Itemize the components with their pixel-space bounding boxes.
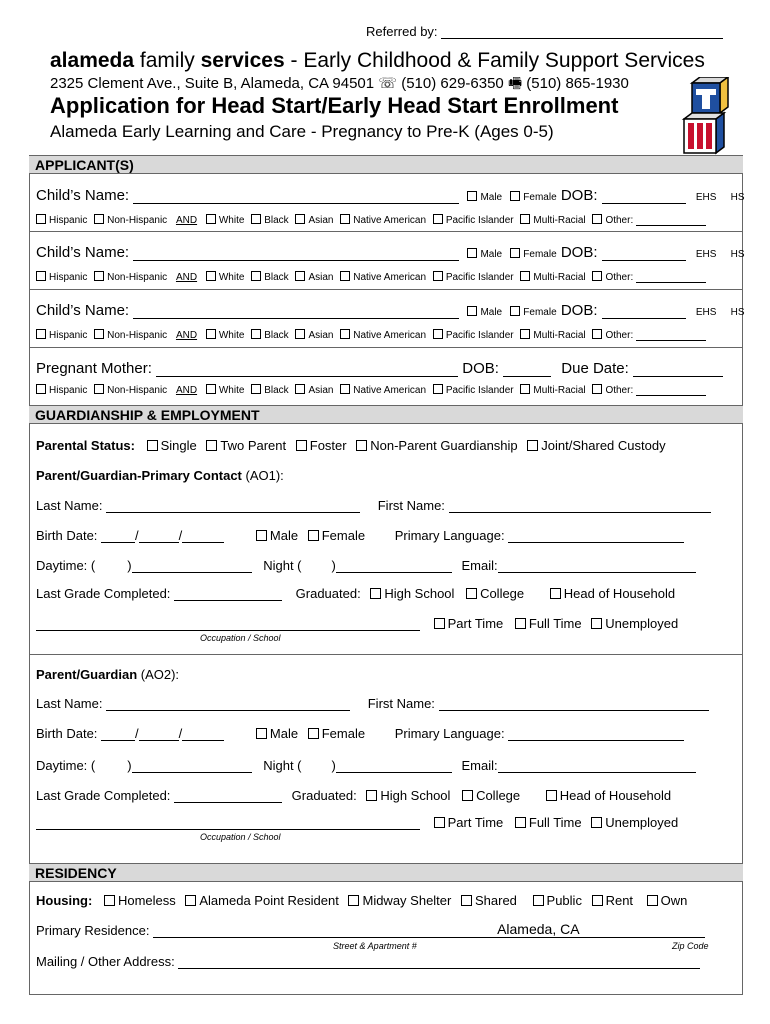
public-checkbox[interactable] <box>533 895 544 906</box>
housing-row: Housing: Homeless Alameda Point Resident Midway Shelter Shared Public Rent Own <box>36 893 688 908</box>
referred-by-label: Referred by: <box>366 24 438 39</box>
ao2-birth-row: Birth Date: / / Male Female Primary Language: <box>36 726 684 741</box>
ao1-birth-month[interactable] <box>101 528 135 543</box>
primary-residence-field[interactable] <box>153 923 705 938</box>
native-checkbox[interactable] <box>340 384 350 394</box>
non-hispanic-checkbox[interactable] <box>94 329 104 339</box>
ao2-occupation-caption: Occupation / School <box>200 832 281 842</box>
pregnant-mother-row: Pregnant Mother: DOB: Due Date: <box>36 360 723 377</box>
ao1-employment-row: Part Time Full Time Unemployed <box>36 616 678 631</box>
ao1-grade-field[interactable] <box>174 586 282 601</box>
ethnicity-row-2: Hispanic Non-Hispanic AND White Black Asian Native American Pacific Islander Multi-Racial Other: <box>36 271 706 283</box>
ethnicity-row-4: Hispanic Non-Hispanic AND White Black Asian Native American Pacific Islander Multi-Racial Other: <box>36 384 706 396</box>
hs-option[interactable]: HS <box>730 192 745 203</box>
non-hispanic-checkbox[interactable] <box>94 214 104 224</box>
pregnant-dob-field[interactable] <box>503 362 551 377</box>
ao1-occupation-field[interactable] <box>36 616 420 631</box>
ao2-language-field[interactable] <box>508 726 684 741</box>
child-3-row: Child’s Name: Male Female DOB: EHS HS <box>36 302 745 319</box>
ao2-female-checkbox[interactable] <box>308 728 319 739</box>
dob-field[interactable] <box>602 189 686 204</box>
ao2-unemployed-checkbox[interactable] <box>591 817 602 828</box>
other-checkbox[interactable] <box>592 329 602 339</box>
ao1-birth-row: Birth Date: / / Male Female Primary Language: <box>36 528 684 543</box>
non-hispanic-checkbox[interactable] <box>94 271 104 281</box>
other-field[interactable] <box>636 215 706 226</box>
city-value: Alameda, CA <box>497 921 580 937</box>
ao2-night-field[interactable] <box>336 758 452 773</box>
ao2-education-row: Last Grade Completed: Graduated: High School College Head of Household <box>36 788 672 803</box>
multi-checkbox[interactable] <box>520 271 530 281</box>
native-checkbox[interactable] <box>340 214 350 224</box>
rent-checkbox[interactable] <box>592 895 603 906</box>
ao1-unemployed-checkbox[interactable] <box>591 618 602 629</box>
multi-checkbox[interactable] <box>520 329 530 339</box>
ehs-option[interactable]: EHS <box>695 307 717 318</box>
ao2-daytime-field[interactable] <box>132 758 252 773</box>
black-checkbox[interactable] <box>251 384 261 394</box>
ao1-part-time-checkbox[interactable] <box>434 618 445 629</box>
female-checkbox[interactable] <box>510 248 520 258</box>
ao1-female-checkbox[interactable] <box>308 530 319 541</box>
child-2-row: Child’s Name: Male Female DOB: EHS HS <box>36 244 745 261</box>
dob-field[interactable] <box>602 246 686 261</box>
ao2-grade-field[interactable] <box>174 788 282 803</box>
ao1-heading: Parent/Guardian-Primary Contact (AO1): <box>36 468 284 483</box>
native-checkbox[interactable] <box>340 271 350 281</box>
asian-checkbox[interactable] <box>295 329 305 339</box>
midway-shelter-checkbox[interactable] <box>348 895 359 906</box>
ao1-birth-year[interactable] <box>182 528 224 543</box>
white-checkbox[interactable] <box>206 384 216 394</box>
ao1-last-name-field[interactable] <box>106 498 360 513</box>
ao2-full-time-checkbox[interactable] <box>515 817 526 828</box>
pregnant-mother-field[interactable] <box>156 362 458 377</box>
black-checkbox[interactable] <box>251 271 261 281</box>
zip-caption: Zip Code <box>672 941 709 951</box>
page-title: Application for Head Start/Early Head Start Enrollment <box>50 93 619 118</box>
other-field[interactable] <box>636 330 706 341</box>
multi-checkbox[interactable] <box>520 214 530 224</box>
page-subtitle: Alameda Early Learning and Care - Pregnancy to Pre-K (Ages 0-5) <box>50 122 554 141</box>
org-address: 2325 Clement Ave., Suite B, Alameda, CA 94501 ☏ (510) 629-6350 🖷 (510) 865-1930 <box>50 75 629 92</box>
ao2-name-row: Last Name: First Name: <box>36 696 709 711</box>
street-caption: Street & Apartment # <box>333 941 417 951</box>
section-residency: RESIDENCY <box>29 863 743 882</box>
male-checkbox[interactable] <box>467 191 477 201</box>
blocks-logo <box>676 77 738 155</box>
asian-checkbox[interactable] <box>295 384 305 394</box>
section-guardianship: GUARDIANSHIP & EMPLOYMENT <box>29 405 743 424</box>
pacific-checkbox[interactable] <box>433 271 443 281</box>
other-field[interactable] <box>636 385 706 396</box>
ao1-email-field[interactable] <box>498 558 696 573</box>
asian-checkbox[interactable] <box>295 271 305 281</box>
ao1-language-field[interactable] <box>508 528 684 543</box>
male-checkbox[interactable] <box>467 248 477 258</box>
black-checkbox[interactable] <box>251 214 261 224</box>
foster-checkbox[interactable] <box>296 440 307 451</box>
ao1-night-field[interactable] <box>336 558 452 573</box>
ehs-option[interactable]: EHS <box>695 249 717 260</box>
child-name-field[interactable] <box>133 246 459 261</box>
other-field[interactable] <box>636 272 706 283</box>
multi-checkbox[interactable] <box>520 384 530 394</box>
dob-label: DOB: <box>560 187 598 204</box>
parental-status-row: Parental Status: Single Two Parent Foster Non-Parent Guardianship Joint/Shared Custody <box>36 438 666 453</box>
ethnicity-row-1: Hispanic Non-Hispanic AND White Black Asian Native American Pacific Islander Multi-Racial Other: <box>36 214 706 226</box>
ao2-phone-row: Daytime: ( ) Night ( ) Email: <box>36 758 696 773</box>
ao2-birth-month[interactable] <box>101 726 135 741</box>
hispanic-checkbox[interactable] <box>36 384 46 394</box>
child-1-row: Child’s Name: Male Female DOB: EHS HS <box>36 187 745 204</box>
native-checkbox[interactable] <box>340 329 350 339</box>
other-checkbox[interactable] <box>592 271 602 281</box>
ao1-education-row: Last Grade Completed: Graduated: High School College Head of Household <box>36 586 676 601</box>
hispanic-checkbox[interactable] <box>36 271 46 281</box>
alameda-point-checkbox[interactable] <box>185 895 196 906</box>
mailing-address-field[interactable] <box>178 954 700 969</box>
single-checkbox[interactable] <box>147 440 158 451</box>
ao1-high-school-checkbox[interactable] <box>370 588 381 599</box>
shared-checkbox[interactable] <box>461 895 472 906</box>
male-checkbox[interactable] <box>467 306 477 316</box>
hispanic-checkbox[interactable] <box>36 329 46 339</box>
joint-custody-checkbox[interactable] <box>527 440 538 451</box>
referred-by-row <box>366 24 723 39</box>
ao2-employment-row: Part Time Full Time Unemployed <box>36 815 678 830</box>
ehs-option[interactable]: EHS <box>695 192 717 203</box>
ao1-full-time-checkbox[interactable] <box>515 618 526 629</box>
two-parent-checkbox[interactable] <box>206 440 217 451</box>
own-checkbox[interactable] <box>647 895 658 906</box>
ao2-last-name-field[interactable] <box>106 696 350 711</box>
dob-field[interactable] <box>602 304 686 319</box>
primary-residence-row: Primary Residence: Alameda, CA <box>36 923 705 938</box>
ao2-first-name-field[interactable] <box>439 696 709 711</box>
hs-option[interactable]: HS <box>730 249 745 260</box>
ao1-male-checkbox[interactable] <box>256 530 267 541</box>
ao2-birth-day[interactable] <box>139 726 179 741</box>
ao2-head-household-checkbox[interactable] <box>546 790 557 801</box>
pacific-checkbox[interactable] <box>433 329 443 339</box>
hispanic-checkbox[interactable] <box>36 214 46 224</box>
homeless-checkbox[interactable] <box>104 895 115 906</box>
ao1-head-household-checkbox[interactable] <box>550 588 561 599</box>
pacific-checkbox[interactable] <box>433 384 443 394</box>
ao1-first-name-field[interactable] <box>449 498 711 513</box>
pacific-checkbox[interactable] <box>433 214 443 224</box>
ao2-part-time-checkbox[interactable] <box>434 817 445 828</box>
ao1-birth-day[interactable] <box>139 528 179 543</box>
org-name: alameda family services - Early Childhood & Family Support Services <box>50 49 705 72</box>
section-applicants: APPLICANT(S) <box>29 155 743 174</box>
ao2-high-school-checkbox[interactable] <box>366 790 377 801</box>
female-checkbox[interactable] <box>510 191 520 201</box>
ao2-college-checkbox[interactable] <box>462 790 473 801</box>
child-name-label: Child’s Name: <box>36 187 130 204</box>
non-hispanic-checkbox[interactable] <box>94 384 104 394</box>
black-checkbox[interactable] <box>251 329 261 339</box>
ao1-name-row: Last Name: First Name: <box>36 498 711 513</box>
ao2-male-checkbox[interactable] <box>256 728 267 739</box>
white-checkbox[interactable] <box>206 214 216 224</box>
ao2-birth-year[interactable] <box>182 726 224 741</box>
child-name-field[interactable] <box>133 304 459 319</box>
ao2-heading: Parent/Guardian (AO2): <box>36 667 180 682</box>
due-date-field[interactable] <box>633 362 723 377</box>
ao2-email-field[interactable] <box>498 758 696 773</box>
asian-checkbox[interactable] <box>295 214 305 224</box>
referred-by-field[interactable] <box>441 24 723 39</box>
ethnicity-row-3: Hispanic Non-Hispanic AND White Black Asian Native American Pacific Islander Multi-Racial Other: <box>36 329 706 341</box>
ao1-phone-row: Daytime: ( ) Night ( ) Email: <box>36 558 696 573</box>
ao2-occupation-field[interactable] <box>36 815 420 830</box>
other-checkbox[interactable] <box>592 384 602 394</box>
child-name-field[interactable] <box>133 189 459 204</box>
white-checkbox[interactable] <box>206 329 216 339</box>
ao1-college-checkbox[interactable] <box>466 588 477 599</box>
hs-option[interactable]: HS <box>730 307 745 318</box>
ao1-daytime-field[interactable] <box>132 558 252 573</box>
non-parent-checkbox[interactable] <box>356 440 367 451</box>
female-checkbox[interactable] <box>510 306 520 316</box>
mailing-address-row: Mailing / Other Address: <box>36 954 700 969</box>
other-checkbox[interactable] <box>592 214 602 224</box>
white-checkbox[interactable] <box>206 271 216 281</box>
ao1-occupation-caption: Occupation / School <box>200 633 281 643</box>
